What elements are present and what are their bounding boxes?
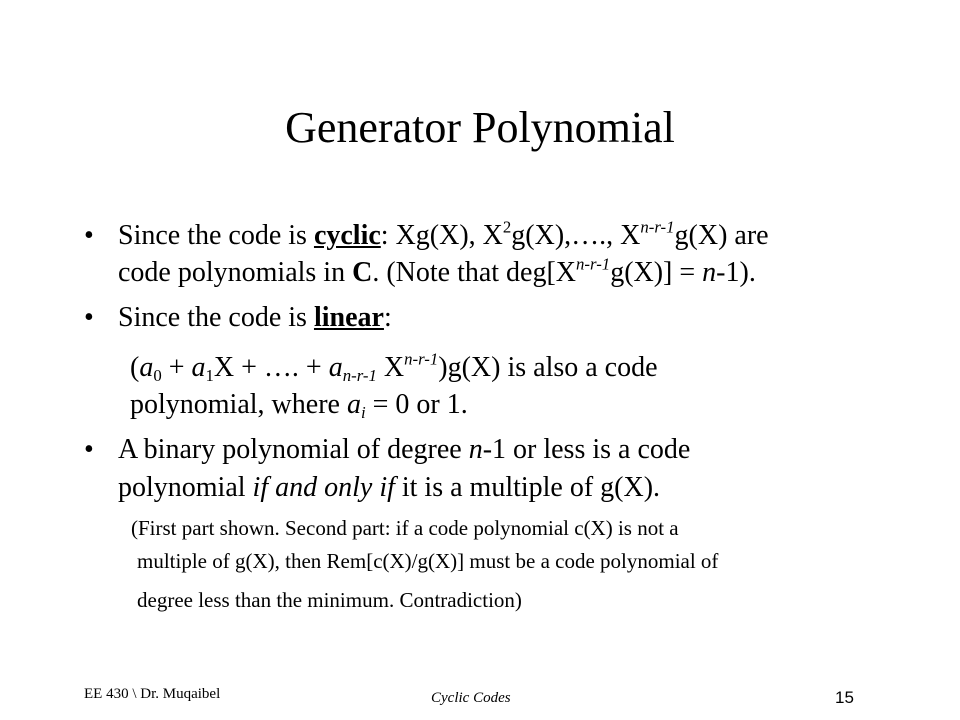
- text: Since the code is: [118, 220, 314, 251]
- bullet-3-line-1: [118, 432, 908, 468]
- bullet-1-line-2: [118, 255, 908, 291]
- exponent: n-r-1: [576, 254, 611, 274]
- bullet-marker: •: [84, 302, 94, 333]
- linear-combination-line-1: [130, 350, 920, 386]
- exponent: 2: [502, 217, 512, 237]
- variable-n: n: [468, 434, 483, 465]
- linear-combination-line-2: [130, 387, 920, 423]
- text: X: [376, 352, 405, 383]
- slide-title: Generator Polynomial: [285, 103, 675, 152]
- exponent: n-r-1: [404, 349, 439, 369]
- linear-term: linear: [313, 302, 384, 333]
- text: = 0 or 1.: [365, 389, 468, 420]
- subscript: n-r-1: [342, 366, 377, 386]
- code-set-symbol: C: [352, 257, 373, 288]
- proof-note-line-1: (First part shown. Second part: if a code polynomial c(X) is not a: [131, 516, 679, 540]
- text: (: [130, 352, 140, 383]
- text: g(X)] =: [610, 257, 703, 288]
- bullet-2-line-1: [118, 300, 908, 336]
- text: it is a multiple of g(X).: [394, 472, 661, 503]
- footer-topic: Cyclic Codes: [431, 690, 511, 706]
- text: . (Note that deg[X: [372, 257, 577, 288]
- coefficient: a: [191, 352, 206, 383]
- text: polynomial: [118, 472, 253, 503]
- text: )g(X) is also a code: [438, 352, 658, 383]
- text: +: [161, 352, 192, 383]
- coefficient: a: [328, 352, 343, 383]
- cyclic-term: cyclic: [313, 220, 381, 251]
- bullet-3-line-2: [118, 470, 908, 506]
- text: X + …. +: [213, 352, 329, 383]
- text: A binary polynomial of degree: [118, 434, 469, 465]
- text: code polynomials in: [118, 257, 353, 288]
- subscript: 1: [205, 366, 214, 386]
- text: :: [383, 302, 392, 333]
- proof-note-line-3: degree less than the minimum. Contradiction): [137, 588, 522, 612]
- iff-phrase: if and only if: [252, 472, 395, 503]
- text: Since the code is: [118, 302, 314, 333]
- text: g(X),…., X: [511, 220, 641, 251]
- subscript: i: [360, 403, 366, 423]
- variable-n: n: [702, 257, 717, 288]
- text: polynomial, where: [130, 389, 347, 420]
- coefficient: a: [139, 352, 154, 383]
- subscript: 0: [153, 366, 162, 386]
- slide-number: 15: [835, 688, 854, 707]
- coefficient: a: [346, 389, 361, 420]
- text: g(X) are: [674, 220, 769, 251]
- text: -1 or less is a code: [482, 434, 691, 465]
- proof-note-line-2: multiple of g(X), then Rem[c(X)/g(X)] must be a code polynomial of: [137, 549, 719, 573]
- footer-author: EE 430 \ Dr. Muqaibel: [84, 686, 221, 702]
- text: : Xg(X), X: [380, 220, 503, 251]
- exponent: n-r-1: [640, 217, 675, 237]
- bullet-1-line-1: [118, 218, 908, 254]
- bullet-marker: •: [84, 434, 94, 465]
- text: -1).: [716, 257, 756, 288]
- bullet-marker: •: [84, 220, 94, 251]
